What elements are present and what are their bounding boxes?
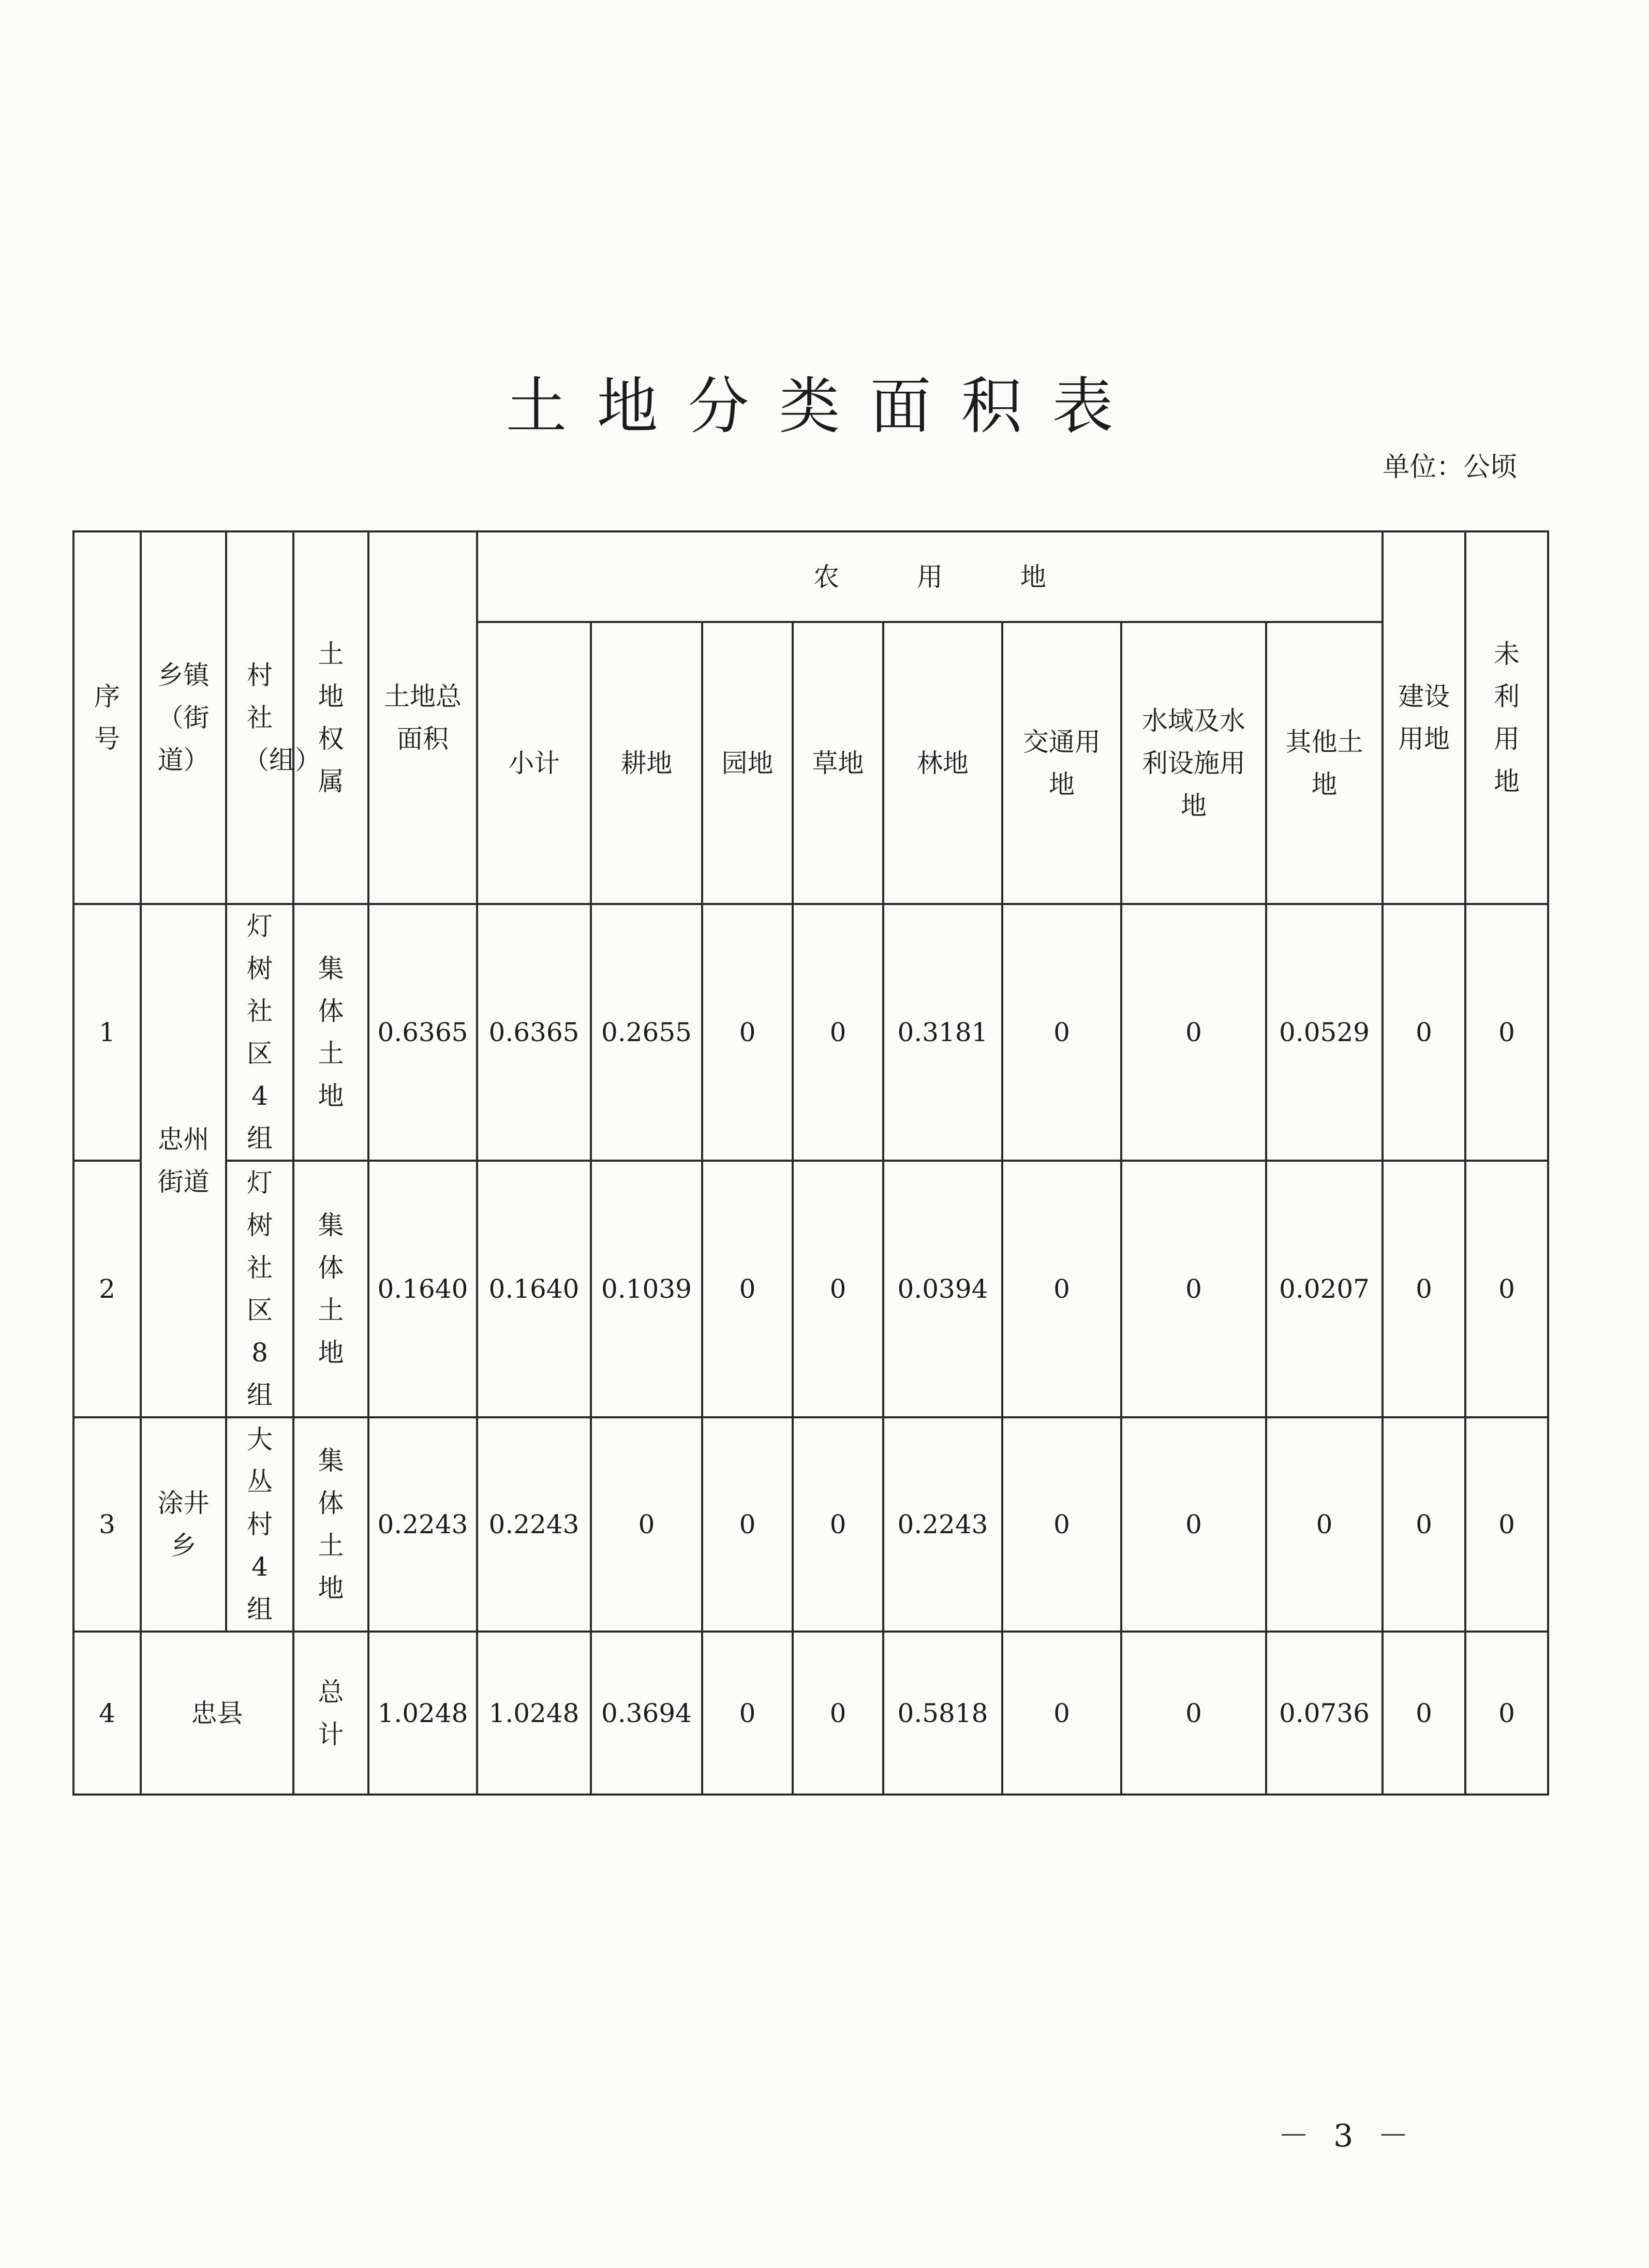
page-number: － 3 － [1278, 2118, 1416, 2154]
cell-construction: 0 [1383, 1417, 1465, 1632]
cell-other: 0.0736 [1266, 1632, 1383, 1795]
cell-cultivated: 0.2655 [591, 904, 702, 1161]
cell-cultivated: 0 [591, 1417, 702, 1632]
cell-grass: 0 [793, 1161, 883, 1417]
cell-total: 0.6365 [368, 904, 477, 1161]
cell-seq: 2 [73, 1161, 141, 1417]
cell-town: 忠县 [141, 1632, 293, 1795]
cell-cultivated: 0.3694 [591, 1632, 702, 1795]
cell-village: 灯树社区8组 [226, 1161, 293, 1417]
cell-grass: 0 [793, 904, 883, 1161]
cell-garden: 0 [702, 1417, 793, 1632]
table-row-total [73, 1632, 1548, 1795]
header-garden: 园地 [702, 622, 793, 904]
cell-ownership: 总计 [293, 1632, 368, 1795]
cell-ownership: 集体土地 [293, 904, 368, 1161]
header-forest: 林地 [883, 622, 1002, 904]
header-grass: 草地 [793, 622, 883, 904]
page-title: 土地分类面积表 [506, 370, 1143, 442]
cell-transport: 0 [1002, 1417, 1121, 1632]
cell-garden: 0 [702, 1161, 793, 1417]
cell-ownership: 集体土地 [293, 1161, 368, 1417]
cell-water: 0 [1121, 904, 1266, 1161]
cell-forest: 0.2243 [883, 1417, 1002, 1632]
cell-unused: 0 [1465, 904, 1548, 1161]
cell-construction: 0 [1383, 904, 1465, 1161]
header-total: 土地总面积 [368, 531, 477, 904]
cell-transport: 0 [1002, 904, 1121, 1161]
cell-transport: 0 [1002, 1161, 1121, 1417]
header-village: 村社（组） [226, 531, 293, 904]
table-row [73, 1417, 1548, 1632]
header-seq: 序号 [73, 531, 141, 904]
header-unused: 未利用地 [1465, 531, 1548, 904]
cell-garden: 0 [702, 1632, 793, 1795]
header-row-1 [73, 531, 1548, 622]
cell-construction: 0 [1383, 1632, 1465, 1795]
cell-forest: 0.0394 [883, 1161, 1002, 1417]
header-other: 其他土地 [1266, 622, 1383, 904]
cell-cultivated: 0.1039 [591, 1161, 702, 1417]
cell-unused: 0 [1465, 1632, 1548, 1795]
cell-subtotal: 0.6365 [477, 904, 591, 1161]
cell-other: 0.0207 [1266, 1161, 1383, 1417]
cell-transport: 0 [1002, 1632, 1121, 1795]
cell-construction: 0 [1383, 1161, 1465, 1417]
cell-water: 0 [1121, 1632, 1266, 1795]
cell-seq: 4 [73, 1632, 141, 1795]
header-subtotal: 小计 [477, 622, 591, 904]
header-construction: 建设用地 [1383, 531, 1465, 904]
cell-total: 0.2243 [368, 1417, 477, 1632]
cell-forest: 0.5818 [883, 1632, 1002, 1795]
cell-unused: 0 [1465, 1161, 1548, 1417]
cell-garden: 0 [702, 904, 793, 1161]
cell-village: 灯树社区4组 [226, 904, 293, 1161]
cell-other: 0.0529 [1266, 904, 1383, 1161]
cell-grass: 0 [793, 1417, 883, 1632]
cell-water: 0 [1121, 1417, 1266, 1632]
header-water: 水域及水利设施用地 [1121, 622, 1266, 904]
cell-grass: 0 [793, 1632, 883, 1795]
cell-other: 0 [1266, 1417, 1383, 1632]
cell-total: 0.1640 [368, 1161, 477, 1417]
unit-label: 单位：公顷 [1382, 452, 1517, 483]
cell-forest: 0.3181 [883, 904, 1002, 1161]
cell-town: 涂井乡 [141, 1417, 226, 1632]
cell-water: 0 [1121, 1161, 1266, 1417]
cell-unused: 0 [1465, 1417, 1548, 1632]
table-row [73, 904, 1548, 1161]
cell-subtotal: 0.1640 [477, 1161, 591, 1417]
cell-ownership: 集体土地 [293, 1417, 368, 1632]
cell-subtotal: 1.0248 [477, 1632, 591, 1795]
header-town: 乡镇（街道） [141, 531, 226, 904]
cell-village: 大丛村4组 [226, 1417, 293, 1632]
land-classification-table [72, 530, 1549, 1796]
cell-seq: 1 [73, 904, 141, 1161]
table-row [73, 1161, 1548, 1417]
header-agri: 农 用 地 [477, 531, 1383, 622]
cell-town: 忠州街道 [141, 904, 226, 1417]
header-ownership: 土地权属 [293, 531, 368, 904]
header-transport: 交通用地 [1002, 622, 1121, 904]
cell-seq: 3 [73, 1417, 141, 1632]
cell-subtotal: 0.2243 [477, 1417, 591, 1632]
header-cultivated: 耕地 [591, 622, 702, 904]
cell-total: 1.0248 [368, 1632, 477, 1795]
